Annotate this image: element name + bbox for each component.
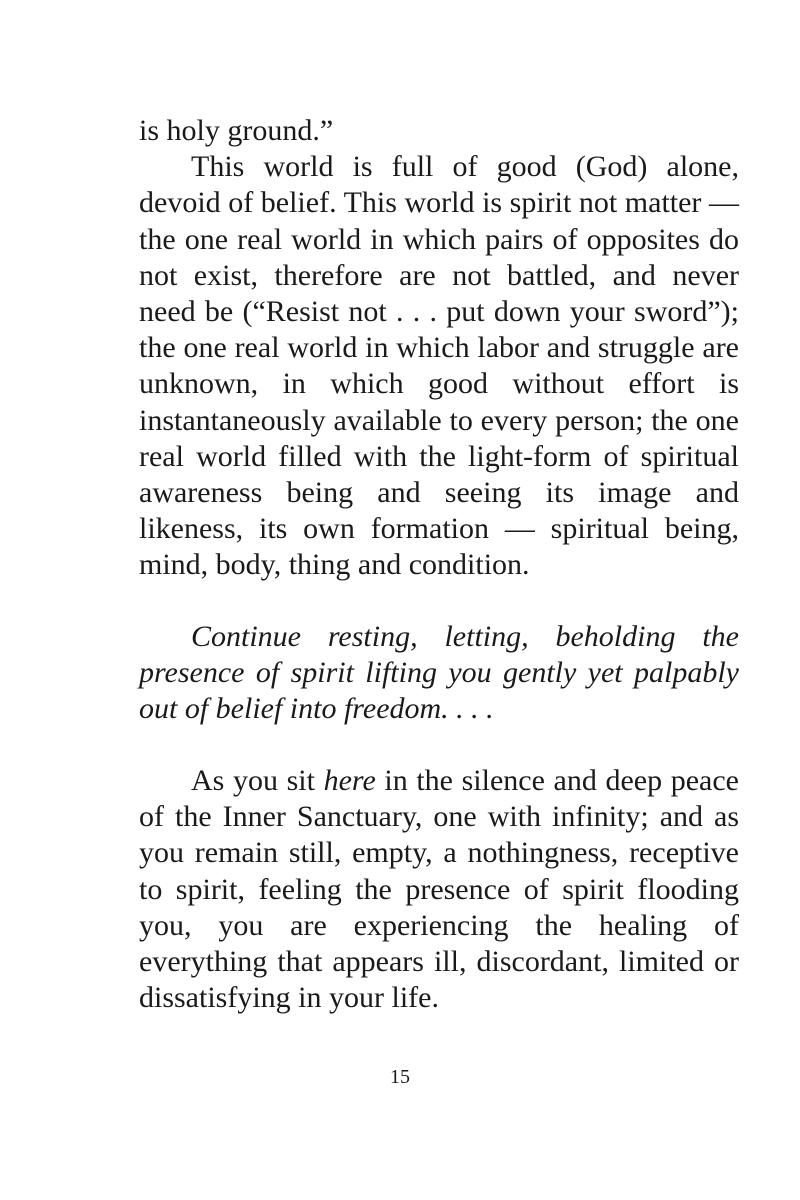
paragraph-as-you-sit	[139, 763, 739, 1016]
paragraph-world-of-good: This world is full of good (God) alone, devoid of belief. This world is spirit not matter — the one real world in which pairs of opposites do not exist, therefore are not battled, and never need be (“Resist not . . . put down your sword”); the one real world in which labor and struggle are unknown, in which good without effort is instantaneously available to every person; the one real world filled with the light-form of spiritual awareness being and seeing its image and likeness, its own formation — spiritual being, mind, body, thing and condition.	[139, 150, 739, 582]
page-number: 15	[390, 1066, 410, 1088]
paragraph-3-rest: in the silence and deep peace of the Inner Sanctuary, one with infinity; and as you remain still, empty, a nothingness, receptive to spirit, feeling the presence of spirit flooding you, you are experiencing the healing of everything that appears ill, discordant, limited or dissatisfying in your life.	[139, 764, 739, 1015]
body-text-section-1	[139, 113, 739, 584]
paragraph-continue-resting: Continue resting, letting, beholding the presence of spirit lifting you gently yet palpably out of belief into freedom. . . .	[139, 620, 739, 726]
continuation-line: is holy ground.”	[139, 114, 334, 147]
emphasis-here: here	[323, 764, 376, 797]
paragraph-3-start: As you sit	[191, 764, 324, 797]
